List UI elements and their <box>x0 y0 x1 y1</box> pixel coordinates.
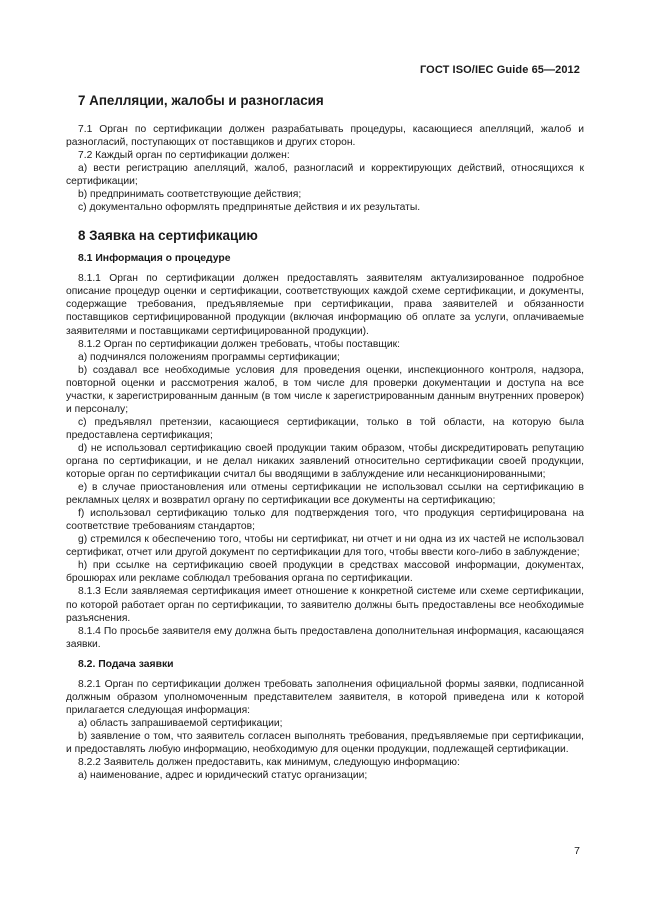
page-content <box>66 93 584 782</box>
paragraph: 8.1.4 По просьбе заявителя ему должна быть предоставлена дополнительная информация, касающаяся заявки. <box>66 625 584 650</box>
paragraph: g) стремился к обеспечению того, чтобы ни сертификат, ни отчет и ни одна из их частей не использовал сертификат, отчет или другой документ по сертификации для того, чтобы ввести кого-либо в заблуждение; <box>66 534 584 559</box>
section-7-heading: 7 Апелляции, жалобы и разногласия <box>78 93 324 108</box>
paragraph: f) использовал сертификацию только для подтверждения того, что продукция сертифицирована на соответствие требованиям стандартов; <box>66 508 584 533</box>
paragraph: d) не использовал сертификацию своей продукции таким образом, чтобы дискредитировать репутацию органа по сертификации, и не делал никаких заявлений относительно сертификации своей продукции, которые орган по сертификации считал бы вводящими в заблуждение или несанкционированными; <box>66 442 584 481</box>
paragraph: b) заявление о том, что заявитель согласен выполнять требования, предъявляемые при сертификации, и предоставлять любую информацию, необходимую для оценки продукции, подлежащей сертификации. <box>66 730 584 755</box>
subsection-8-2-heading: 8.2. Подача заявки <box>78 658 174 670</box>
paragraph: 8.1.2 Орган по сертификации должен требовать, чтобы поставщик: <box>78 338 400 350</box>
paragraph: 8.2.1 Орган по сертификации должен требовать заполнения официальной формы заявки, подписанной должным образом уполномоченным представителем заявителя, в которой приведена или к которой прилагается следующая информация: <box>66 678 584 716</box>
paragraph: b) создавал все необходимые условия для проведения оценки, инспекционного контроля, надзора, повторной оценки и рассмотрения жалоб, в том числе для проверки документации и доступа на все участки, к зарегистрированным данным (в том числе к зарегистрированным данным внутренних проверок) и персоналу; <box>66 364 584 415</box>
subsection-8-1-heading: 8.1 Информация о процедуре <box>78 253 231 265</box>
paragraph: 8.1.1 Орган по сертификации должен предоставлять заявителям актуализированное подробное описание процедур оценки и сертификации, соответствующих каждой схеме сертификации, и документы, содержащие требования, предъявляемые при сертификации, права заявителей и обязанности поставщиков сертифицированной продукции (включая информацию об оплате за услуги, оплачиваемые заявителями и поставщиками сертифицированной продукции). <box>66 273 584 337</box>
paragraph: b) предпринимать соответствующие действия; <box>78 189 302 201</box>
section-8-heading: 8 Заявка на сертификацию <box>78 228 258 244</box>
paragraph: c) предъявлял претензии, касающиеся сертификации, только в той области, на которую была предоставлена сертификация; <box>66 416 584 441</box>
paragraph: h) при ссылке на сертификацию своей продукции в средствах массовой информации, документах, брошюрах или рекламе соблюдал требования органа по сертификации. <box>66 560 584 585</box>
paragraph: a) подчинялся положениям программы сертификации; <box>78 351 340 363</box>
paragraph: 8.2.2 Заявитель должен предоставить, как минимум, следующую информацию: <box>78 756 460 768</box>
page-number: 7 <box>574 845 580 857</box>
paragraph: 8.1.3 Если заявляемая сертификация имеет отношение к конкретной системе или схеме сертификации, по которой работает орган по сертификации, то заявителю должны быть предоставлены все необходимые разъяснения. <box>66 586 584 624</box>
paragraph: 7.2 Каждый орган по сертификации должен: <box>78 150 290 162</box>
paragraph: a) область запрашиваемой сертификации; <box>78 717 283 729</box>
document-code: ГОСТ ISO/IEC Guide 65—2012 <box>419 64 580 76</box>
paragraph: c) документально оформлять предпринятые действия и их результаты. <box>78 202 421 214</box>
paragraph: a) наименование, адрес и юридический статус организации; <box>78 770 368 782</box>
paragraph: 7.1 Орган по сертификации должен разрабатывать процедуры, касающиеся апелляций, жалоб и разногласий, поступающих от поставщиков и других сторон. <box>66 124 584 149</box>
paragraph: e) в случае приостановления или отмены сертификации не использовал ссылки на сертификацию в рекламных целях и возвратил органу по сертификации все документы на сертификацию; <box>66 482 584 507</box>
paragraph: a) вести регистрацию апелляций, жалоб, разногласий и корректирующих действий, относящихся к сертификации; <box>66 163 584 188</box>
